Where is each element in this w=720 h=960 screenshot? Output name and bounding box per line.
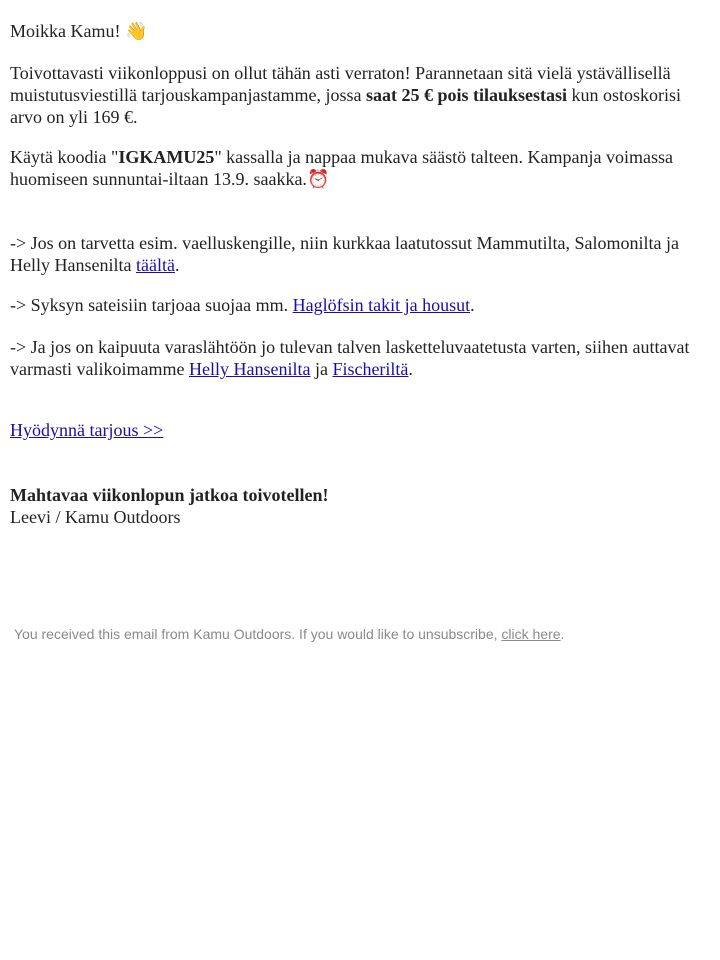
- code-paragraph: [10, 146, 714, 191]
- greeting: [10, 20, 147, 43]
- helly-hansen-link[interactable]: Helly Hansenilta: [188, 359, 311, 379]
- footer-end: .: [560, 626, 565, 642]
- use-offer-link[interactable]: Hyödynnä tarjous >>: [10, 420, 164, 440]
- hiking-shoes-link[interactable]: täältä: [135, 255, 175, 275]
- hiking-shoes-paragraph: [10, 232, 714, 276]
- intro-discount: saat 25 € pois tilauksestasi: [365, 85, 567, 105]
- signoff-sender: Leevi / Kamu Outdoors: [10, 507, 181, 527]
- intro-text-a: Toivottavasti viikonloppusi on ollut tähän asti verraton! Parannetaan sitä vielä ystävällisellä muistutusviestillä tarjouskampanjastamme, jossa: [10, 63, 671, 105]
- cta-paragraph: [10, 419, 163, 441]
- hiking-end: .: [174, 255, 180, 275]
- ski-wear-paragraph: [10, 336, 714, 380]
- signoff: [10, 484, 329, 528]
- signoff-wishes: Mahtavaa viikonlopun jatkoa toivotellen!: [10, 485, 329, 505]
- fischer-link[interactable]: Fischeriltä: [332, 359, 409, 379]
- rain-gear-paragraph: [10, 294, 714, 316]
- hiking-text: -> Jos on tarvetta esim. vaelluskengille, niin kurkkaa laatutossut Mammutilta, Salomonilta ja Helly Hansenilta: [10, 233, 680, 275]
- ski-mid: ja: [310, 359, 333, 379]
- footer: [14, 625, 564, 643]
- code-text-a: Käytä koodia ": [10, 147, 119, 167]
- rain-text: -> Syksyn sateisiin tarjoaa suojaa mm.: [10, 295, 293, 315]
- ski-end: .: [408, 359, 413, 379]
- unsubscribe-link[interactable]: click here: [501, 626, 561, 642]
- ski-text: -> Ja jos on kaipuuta varaslähtöön jo tulevan talven lasketteluvaatetusta varten, siihen auttavat varmasti valikoimamme: [10, 337, 690, 379]
- intro-text-b: kun ostoskorisi arvo on yli 169 €.: [10, 85, 682, 127]
- discount-code: IGKAMU25: [118, 147, 215, 167]
- rain-end: .: [470, 295, 475, 315]
- alarm-clock-icon: ⏰: [306, 169, 330, 190]
- haglofs-link[interactable]: Haglöfsin takit ja housut: [292, 295, 471, 315]
- code-text-b: " kassalla ja nappaa mukava säästö talteen. Kampanja voimassa huomiseen sunnuntai-iltaan 13.9. saakka.: [10, 147, 674, 189]
- footer-text: You received this email from Kamu Outdoors. If you would like to unsubscribe,: [14, 626, 502, 642]
- intro-paragraph: [10, 62, 714, 128]
- waving-hand-icon: 👋: [124, 21, 148, 42]
- greeting-text: Moikka Kamu!: [10, 21, 121, 41]
